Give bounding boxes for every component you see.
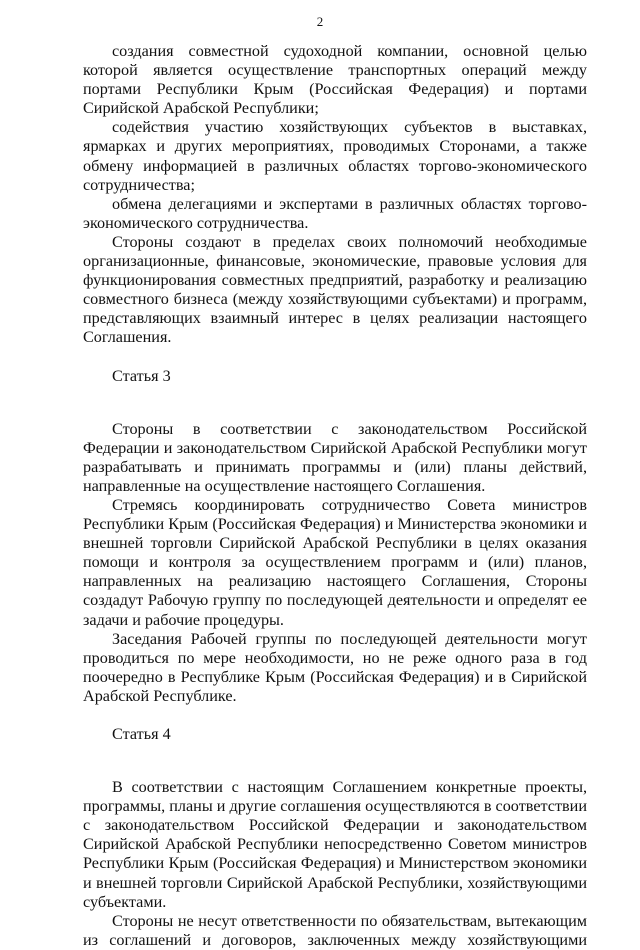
paragraph-delegations: обмена делегациями и экспертами в различных областях торгово-экономического сотрудничества. [83, 194, 587, 232]
article-4-paragraph-1: В соответствии с настоящим Соглашением конкретные проекты, программы, планы и другие соглашения осуществляются в соответствии с законодательством Российской Федерации и законодательством Сирийской Арабской Республики непосредственно Советом министров Республики Крым (Российская Федерация) и Министерством экономики и внешней торговли Сирийской Арабской Республики, хозяйствующими субъектами. [83, 778, 587, 911]
paragraph-conditions: Стороны создают в пределах своих полномочий необходимые организационные, финансовые, экономические, правовые условия для функционирования совместных предприятий, разработку и реализацию совместного бизнеса (между хозяйствующими субъектами) и программ, представляющих взаимный интерес в целях реализации настоящего Соглашения. [83, 232, 587, 347]
article-3-title: Статья 3 [112, 366, 171, 385]
article-3-paragraph-1: Стороны в соответствии с законодательством Российской Федерации и законодательством Сирийской Арабской Республики могут разрабатывать и принимать программы и (или) планы действий, направленные на осуществление настоящего Соглашения. [83, 419, 587, 495]
article-3-paragraph-3: Заседания Рабочей группы по последующей деятельности могут проводиться по мере необходимости, но не реже одного раза в год поочередно в Республике Крым (Российская Федерация) и в Сирийской Арабской Республике. [83, 629, 587, 705]
page-number: 2 [316, 14, 324, 29]
article-3-paragraph-2: Стремясь координировать сотрудничество Совета министров Республики Крым (Российская Федерация) и Министерства экономики и внешней торговли Сирийской Арабской Республики в целях оказания помощи и контроля за осуществлением программ и (или) планов, направленных на реализацию настоящего Соглашения, Стороны создадут Рабочую группу по последующей деятельности и определят ее задачи и рабочие процедуры. [83, 495, 587, 629]
article-4-title: Статья 4 [112, 725, 171, 743]
paragraph-exhibitions: содействия участию хозяйствующих субъектов в выставках, ярмарках и других мероприятиях, проводимых Сторонами, а также обмену информацией в различных областях торгово-экономического сотрудничества; [83, 118, 587, 194]
article-4-paragraph-2: Стороны не несут ответственности по обязательствам, вытекающим из соглашений и договоров, заключенных между хозяйствующими [83, 911, 587, 949]
document-body [83, 42, 587, 950]
paragraph-shipping-company: создания совместной судоходной компании, основной целью которой является осуществление транспортных операций между портами Республики Крым (Российская Федерация) и портами Сирийской Арабской Республики; [83, 42, 587, 118]
